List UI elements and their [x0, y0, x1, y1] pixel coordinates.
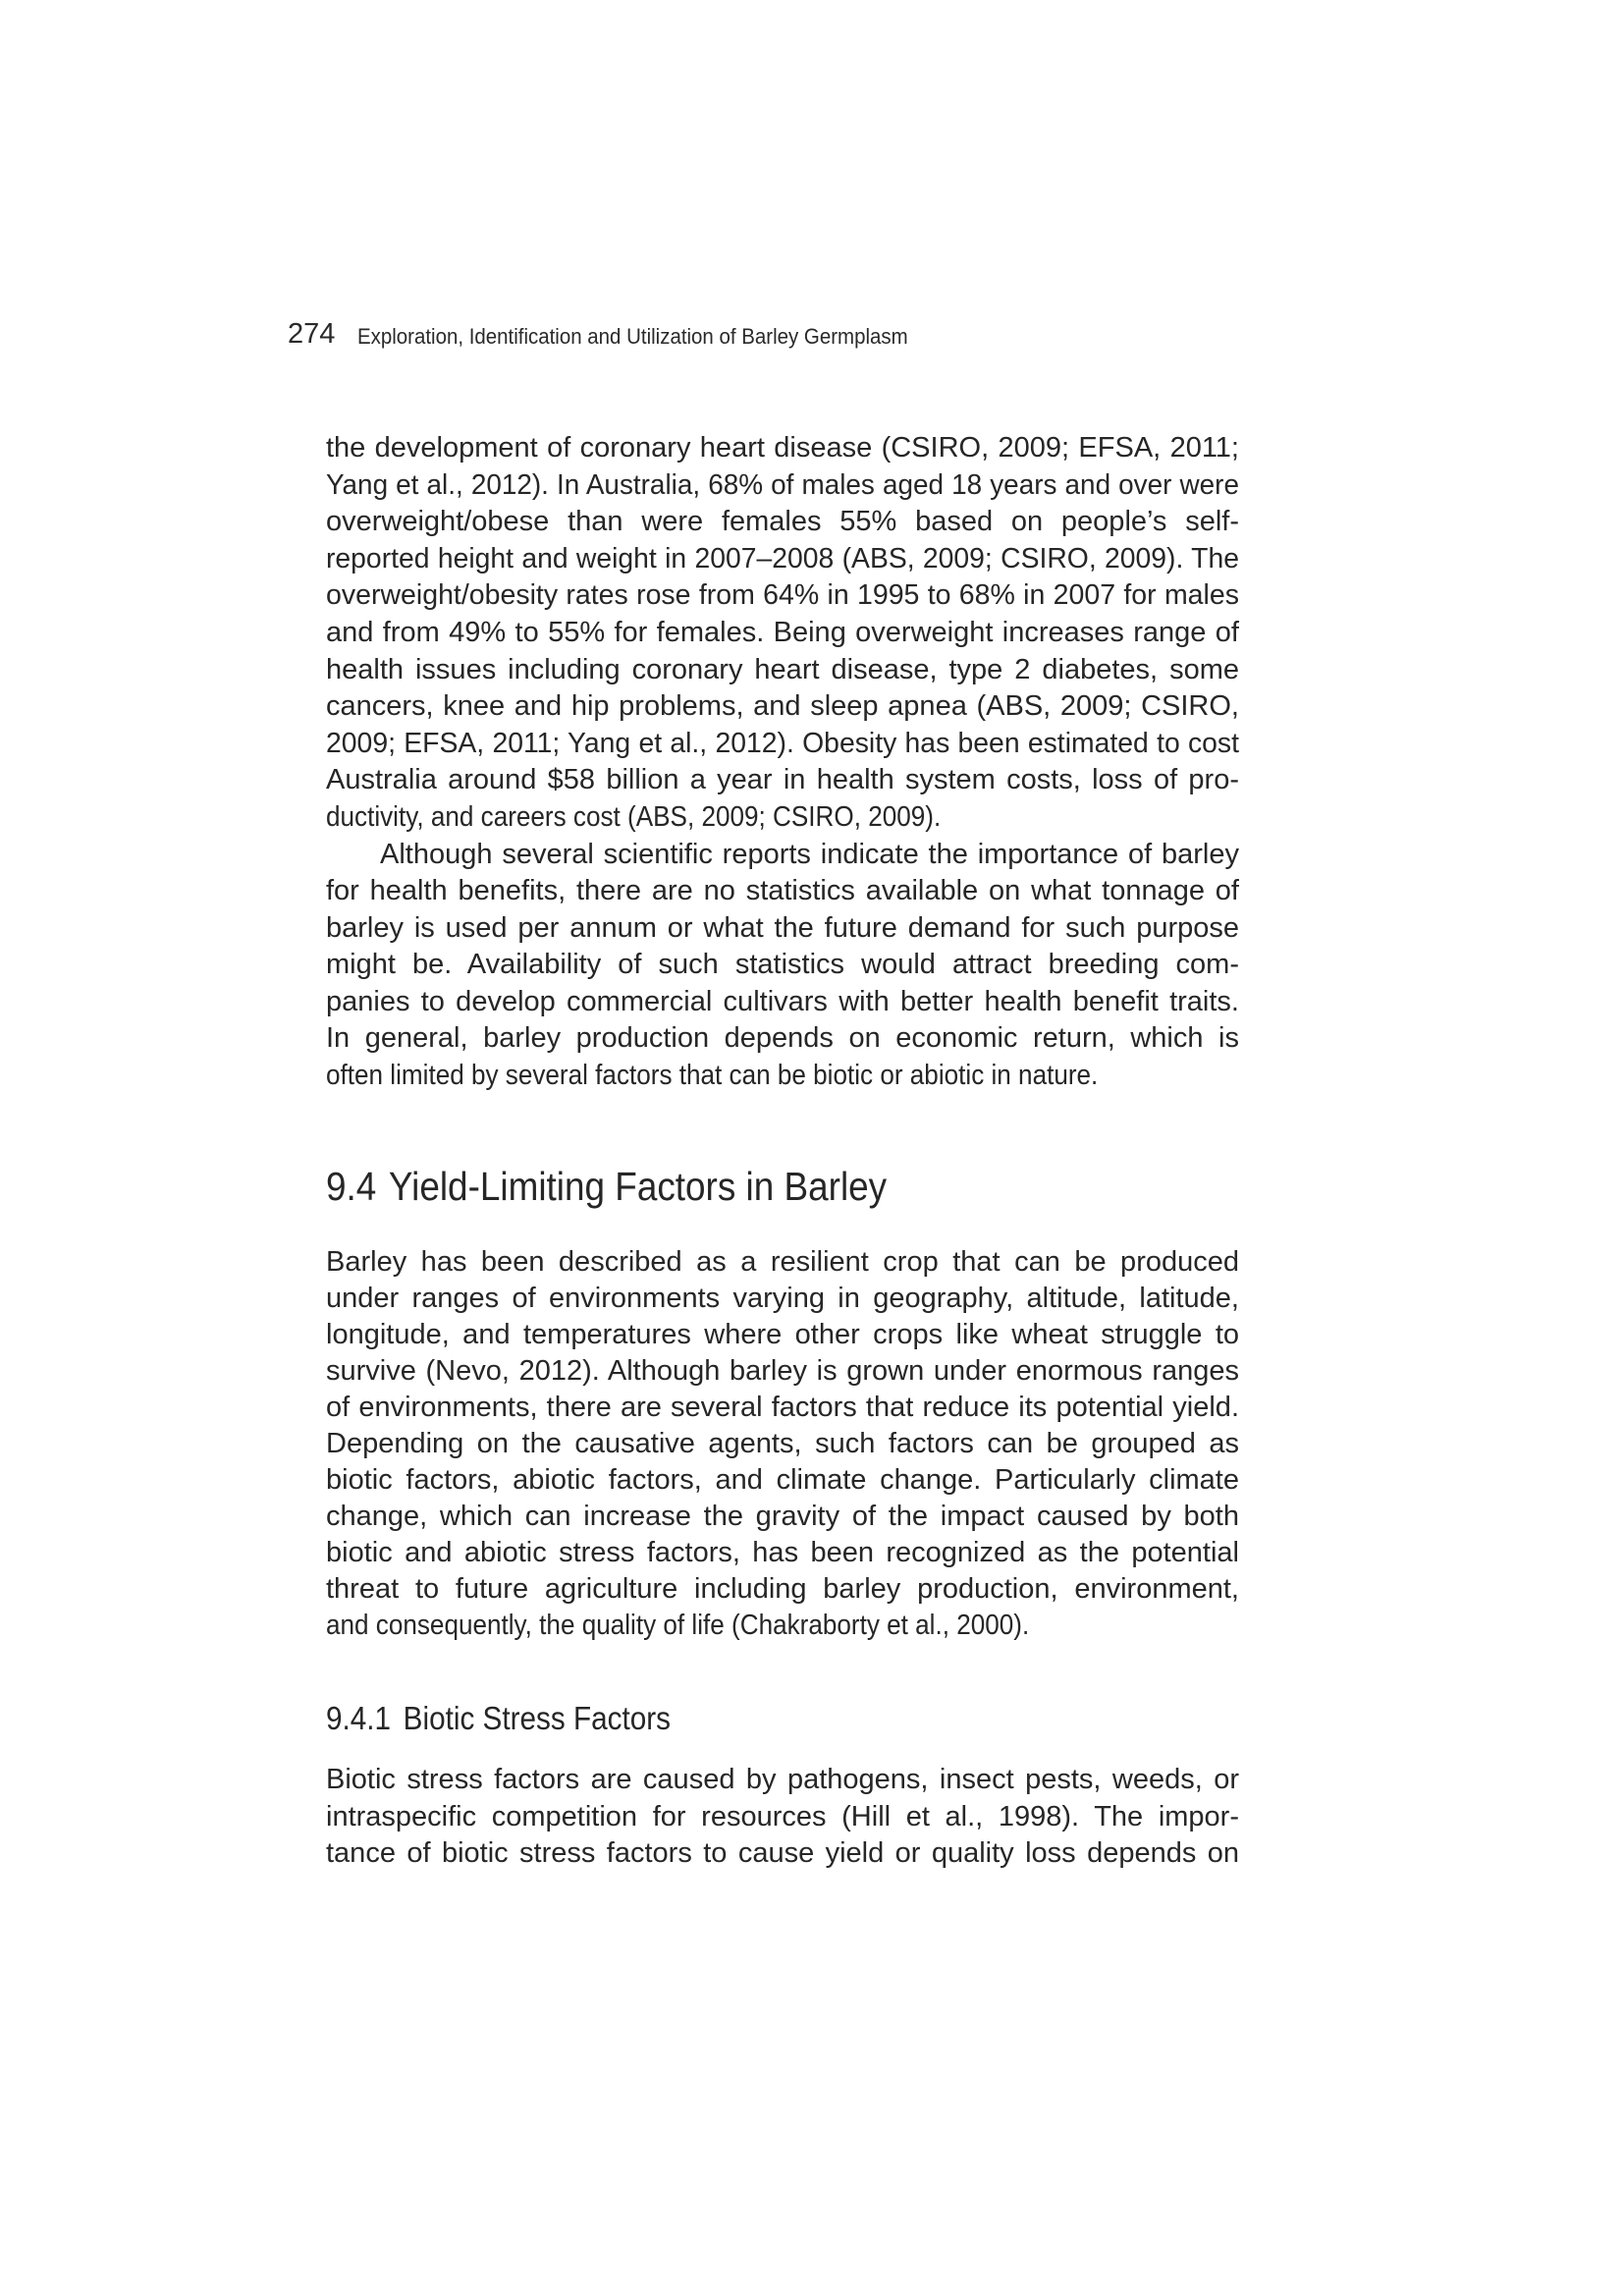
text-line: the development of coronary heart disease (CSIRO, 2009; EFSA, 2011; — [326, 432, 1239, 464]
text-line: for health benefits, there are no statistics available on what tonnage of — [326, 875, 1239, 906]
text-line: longitude, and temperatures where other crops like wheat struggle to — [326, 1319, 1239, 1350]
text-line: cancers, knee and hip problems, and sleep apnea (ABS, 2009; CSIRO, — [326, 690, 1239, 722]
text-line: intraspecific competition for resources (Hill et al., 1998). The impor- — [326, 1801, 1239, 1832]
text-line: health issues including coronary heart disease, type 2 diabetes, some — [326, 654, 1239, 685]
text-line: overweight/obese than were females 55% based on people’s self- — [326, 506, 1239, 537]
text-line: ductivity, and careers cost (ABS, 2009; CSIRO, 2009). — [326, 801, 942, 833]
text-line: panies to develop commercial cultivars with better health benefit traits. — [326, 986, 1239, 1017]
text-line: barley is used per annum or what the future demand for such purpose — [326, 912, 1239, 944]
text-line: 2009; EFSA, 2011; Yang et al., 2012). Obesity has been estimated to cost — [326, 728, 1239, 759]
text-line: reported height and weight in 2007–2008 (ABS, 2009; CSIRO, 2009). The — [326, 543, 1239, 574]
text-line: In general, barley production depends on economic return, which is — [326, 1022, 1239, 1054]
text-line: Depending on the causative agents, such factors can be grouped as — [326, 1428, 1239, 1459]
text-line: biotic factors, abiotic factors, and climate change. Particularly climate — [326, 1464, 1239, 1496]
section-heading-9-4 — [326, 1163, 887, 1210]
text-line: under ranges of environments varying in geography, altitude, latitude, — [326, 1283, 1239, 1314]
text-line: Although several scientific reports indicate the importance of barley — [380, 839, 1239, 870]
subsection-heading-9-4-1 — [326, 1699, 671, 1738]
text-line: Biotic stress factors are caused by pathogens, insect pests, weeds, or — [326, 1764, 1239, 1795]
text-line: Barley has been described as a resilient crop that can be produced — [326, 1246, 1239, 1278]
text-line: Australia around $58 billion a year in health system costs, loss of pro- — [326, 764, 1239, 795]
text-line: of environments, there are several factors that reduce its potential yield. — [326, 1392, 1239, 1423]
text-line: and from 49% to 55% for females. Being overweight increases range of — [326, 617, 1239, 648]
section-title: Yield-Limiting Factors in Barley — [388, 1164, 888, 1209]
text-line: and consequently, the quality of life (Chakraborty et al., 2000). — [326, 1610, 1030, 1641]
text-line: might be. Availability of such statistics would attract breeding com- — [326, 949, 1239, 980]
page-number: 274 — [288, 318, 336, 350]
running-title: Exploration, Identification and Utilization of Barley Germplasm — [357, 324, 908, 349]
text-line: overweight/obesity rates rose from 64% in 1995 to 68% in 2007 for males — [326, 579, 1239, 611]
text-line: threat to future agriculture including barley production, environment, — [326, 1573, 1239, 1605]
text-line: often limited by several factors that can be biotic or abiotic in nature. — [326, 1060, 1099, 1091]
text-line: Yang et al., 2012). In Australia, 68% of males aged 18 years and over were — [326, 469, 1239, 501]
text-line: biotic and abiotic stress factors, has been recognized as the potential — [326, 1537, 1239, 1568]
text-line: survive (Nevo, 2012). Although barley is grown under enormous ranges — [326, 1355, 1239, 1387]
section-number: 9.4 — [326, 1164, 377, 1209]
subsection-number: 9.4.1 — [326, 1700, 392, 1736]
text-line: tance of biotic stress factors to cause yield or quality loss depends on — [326, 1837, 1239, 1869]
text-line: change, which can increase the gravity of the impact caused by both — [326, 1501, 1239, 1532]
subsection-title: Biotic Stress Factors — [403, 1700, 671, 1736]
